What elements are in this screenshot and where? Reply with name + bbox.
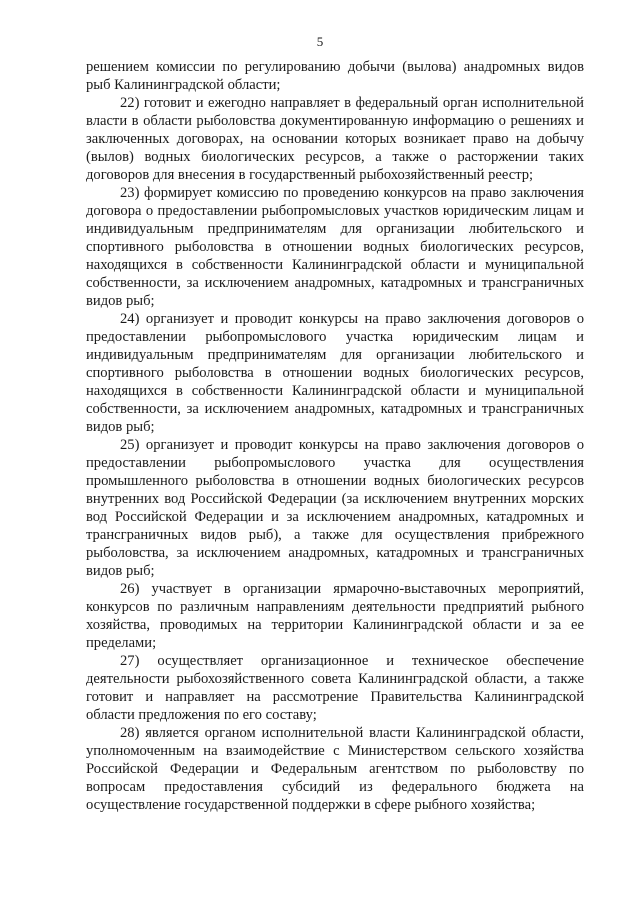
- paragraph-item-23: 23) формирует комиссию по проведению конкурсов на право заключения договора о предоставлении рыбопромысловых участков юридическим лицам и индивидуальным предпринимателям для организации любительского и спортивного рыболовства в отношении водных биологических ресурсов, находящихся в собственности Калининградской области и муниципальной собственности, за исключением анадромных, катадромных и трансграничных видов рыб;: [86, 185, 584, 309]
- page-number: 5: [316, 34, 324, 49]
- paragraph-item-27: 27) осуществляет организационное и техническое обеспечение деятельности рыбохозяйственного совета Калининградской области, а также готовит и направляет на рассмотрение Правительства Калининградской области предложения по его составу;: [86, 653, 584, 723]
- paragraph-item-24: 24) организует и проводит конкурсы на право заключения договоров о предоставлении рыбопромыслового участка юридическим лицам и индивидуальным предпринимателям для организации любительского и спортивного рыболовства в отношении водных биологических ресурсов, находящихся в собственности Калининградской области и муниципальной собственности, за исключением анадромных, катадромных и трансграничных видов рыб;: [86, 311, 584, 435]
- paragraph-item-25: 25) организует и проводит конкурсы на право заключения договоров о предоставлении рыбопромыслового участка для осуществления промышленного рыболовства в отношении водных биологических ресурсов внутренних вод Российской Федерации (за исключением внутренних морских вод Российской Федерации и за исключением анадромных, катадромных и трансграничных видов рыб), а также для осуществления прибрежного рыболовства, за исключением анадромных, катадромных и трансграничных видов рыб;: [86, 437, 584, 579]
- paragraph-item-26: 26) участвует в организации ярмарочно-выставочных мероприятий, конкурсов по различным направлениям деятельности предприятий рыбного хозяйства, проводимых на территории Калининградской области и за ее пределами;: [86, 581, 584, 651]
- paragraph-item-22: 22) готовит и ежегодно направляет в федеральный орган исполнительной власти в области рыболовства документированную информацию о решениях и заключенных договорах, на основании которых возникает право на добычу (вылов) водных биологических ресурсов, а также о расторжении таких договоров для внесения в государственный рыбохозяйственный реестр;: [86, 95, 584, 183]
- document-body: [86, 58, 584, 814]
- paragraph-continuation: решением комиссии по регулированию добычи (вылова) анадромных видов рыб Калининградской области;: [86, 59, 584, 93]
- paragraph-item-28: 28) является органом исполнительной власти Калининградской области, уполномоченным на взаимодействие с Министерством сельского хозяйства Российской Федерации и Федеральным агентством по рыболовству по вопросам предоставления субсидий из федерального бюджета на осуществление государственной поддержки в сфере рыбного хозяйства;: [86, 725, 584, 813]
